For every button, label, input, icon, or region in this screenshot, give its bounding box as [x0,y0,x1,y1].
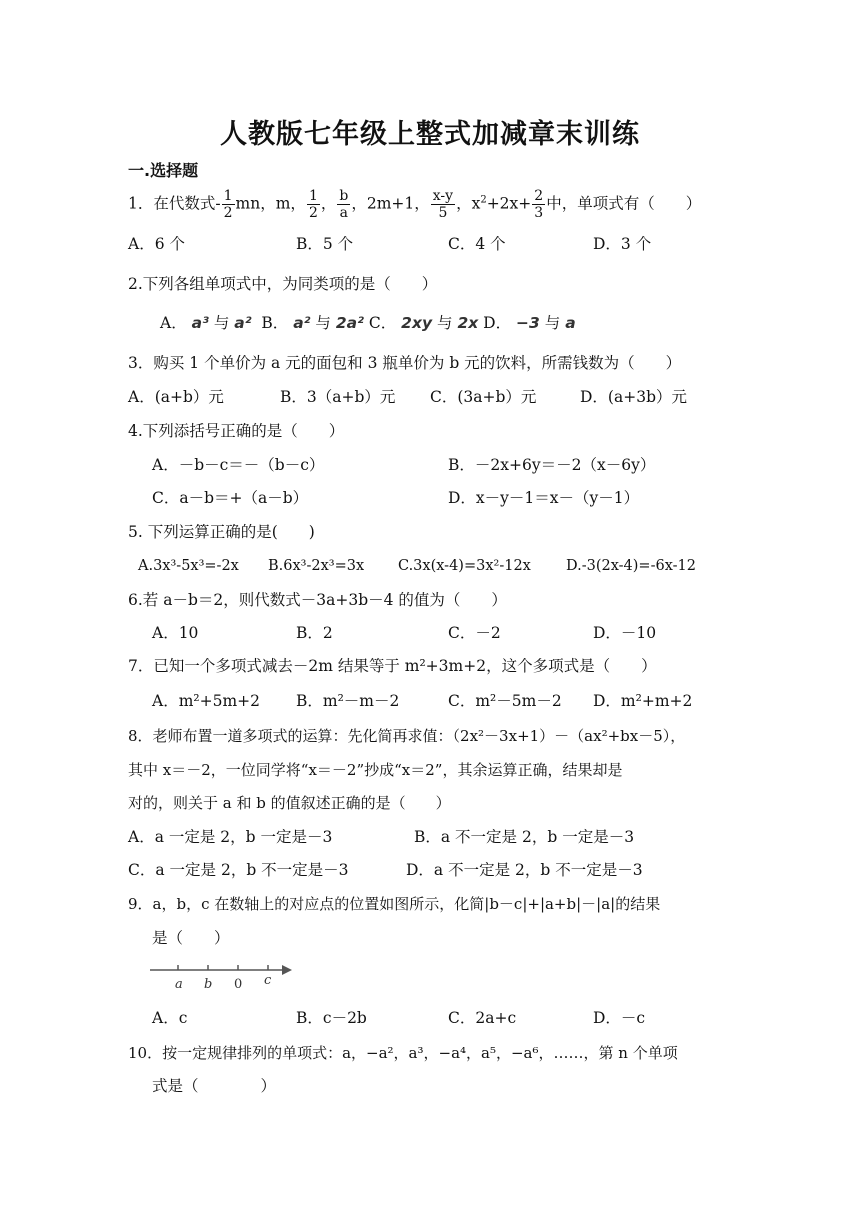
question-4: 4.下列添括号正确的是（ ） [128,422,345,440]
q9-option-d: D．－c [593,1009,646,1027]
q6-option-b: B．2 [296,624,333,642]
q1-fraction-3: $\frac{b}{a}$ [339,188,349,221]
question-9-line-2: 是（ ） [152,929,230,947]
q5-option-c: C.3x(x-4)=3x²-12x [398,558,531,574]
q4-option-a: A．－b－c＝－（b－c） [152,456,325,474]
question-6: 6.若 a－b＝2，则代数式－3a+3b－4 的值为（ ） [128,591,507,609]
document-title: 人教版七年级上整式加减章末训练 [220,119,640,150]
q9-option-b: B．c－2b [296,1009,367,1027]
question-3: 3．购买 1 个单价为 a 元的面包和 3 瓶单价为 b 元的饮料，所需钱数为（ ） [128,354,682,372]
q1-fraction-5: $\frac{2}{3}$ [534,188,544,221]
question-9-line-1: 9．a，b，c 在数轴上的对应点的位置如图所示，化简|b－c|+|a+b|－|a|的结果 [128,895,661,913]
question-8-line-1: 8．老师布置一道多项式的运算：先化简再求值：（2x²－3x+1）－（ax²+bx－5）， [128,727,686,745]
q1-fraction-4: $\frac{x-y}{5}$ [432,188,454,221]
q3-option-d: D．(a+3b）元 [580,388,687,406]
q7-option-b: B．m²－m－2 [296,692,400,710]
q4-option-d: D．x－y－1＝x－（y－1） [448,489,640,507]
q1-fraction-1: $\frac{1}{2}$ [223,188,233,221]
q1-neg: - [215,194,221,213]
label-zero: 0 [234,977,243,992]
q4-option-b: B．－2x+6y＝－2（x－6y） [448,456,656,474]
q9-option-a: A．c [152,1009,188,1027]
q1-option-a: A．6 个 [128,235,185,253]
question-10-line-2: 式是（ ） [152,1077,277,1095]
number-line-figure [148,958,298,994]
q4-option-c: C．a－b＝+（a－b） [152,489,309,507]
q6-option-c: C．－2 [448,624,501,642]
q8-option-d: D．a 不一定是 2，b 不一定是－3 [406,861,643,879]
section-heading: 一.选择题 [128,161,199,180]
q1-option-b: B．5 个 [296,235,354,253]
q5-option-b: B.6x³-2x³=3x [268,558,365,574]
question-1: 1．在代数式- $\frac{1}{2}$ mn，m， $\frac{1}{2}$ ， $\frac{b}{a}$ ，2m+1， $\frac{x-y}{5}$ ，$x^2+2x+$ $\frac{2}{3}$ 中，单项式有（ ） [128,188,702,221]
question-5: 5. 下列运算正确的是( ) [128,523,315,541]
q1-prefix: 1．在代数式 [128,194,216,213]
q9-option-c: C．2a+c [448,1009,517,1027]
label-b: b [204,977,213,992]
q3-option-b: B．3（a+b）元 [280,388,396,406]
q8-option-b: B．a 不一定是 2，b 一定是－3 [414,828,635,846]
q3-option-c: C．(3a+b）元 [430,388,537,406]
q6-option-a: A．10 [152,624,199,642]
question-8-line-2: 其中 x＝－2，一位同学将“x＝－2”抄成“x＝2”，其余运算正确，结果却是 [128,761,623,779]
q7-option-a: A．m²+5m+2 [152,692,261,710]
q6-option-d: D．－10 [593,624,657,642]
q5-option-d: D.-3(2x-4)=-6x-12 [566,558,696,574]
question-7: 7．已知一个多项式减去－2m 结果等于 m²+3m+2，这个多项式是（ ） [128,657,657,675]
q8-option-a: A．a 一定是 2，b 一定是－3 [128,828,333,846]
q1-option-d: D．3 个 [593,235,652,253]
q3-option-a: A．(a+b）元 [128,388,224,406]
q1-fraction-2: $\frac{1}{2}$ [308,188,318,221]
label-c: c [264,973,272,988]
q7-option-d: D．m²+m+2 [593,692,693,710]
question-2: 2.下列各组单项式中，为同类项的是（ ） [128,275,438,293]
q8-option-c: C．a 一定是 2，b 不一定是－3 [128,861,349,879]
label-a: a [175,977,183,992]
question-10-line-1: 10．按一定规律排列的单项式：a，−a²，a³，−a⁴，a⁵，−a⁶，……，第 n 个单项 [128,1044,678,1062]
q1-option-c: C．4 个 [448,235,506,253]
q2-options: A． a³ 与 a² B． a² 与 2a² C． 2xy 与 2x D． −3 与 a [160,314,576,332]
number-line-arrow [282,965,292,975]
q5-option-a: A.3x³-5x³=-2x [138,558,239,574]
q7-option-c: C．m²－5m－2 [448,692,562,710]
question-8-line-3: 对的，则关于 a 和 b 的值叙述正确的是（ ） [128,794,451,812]
